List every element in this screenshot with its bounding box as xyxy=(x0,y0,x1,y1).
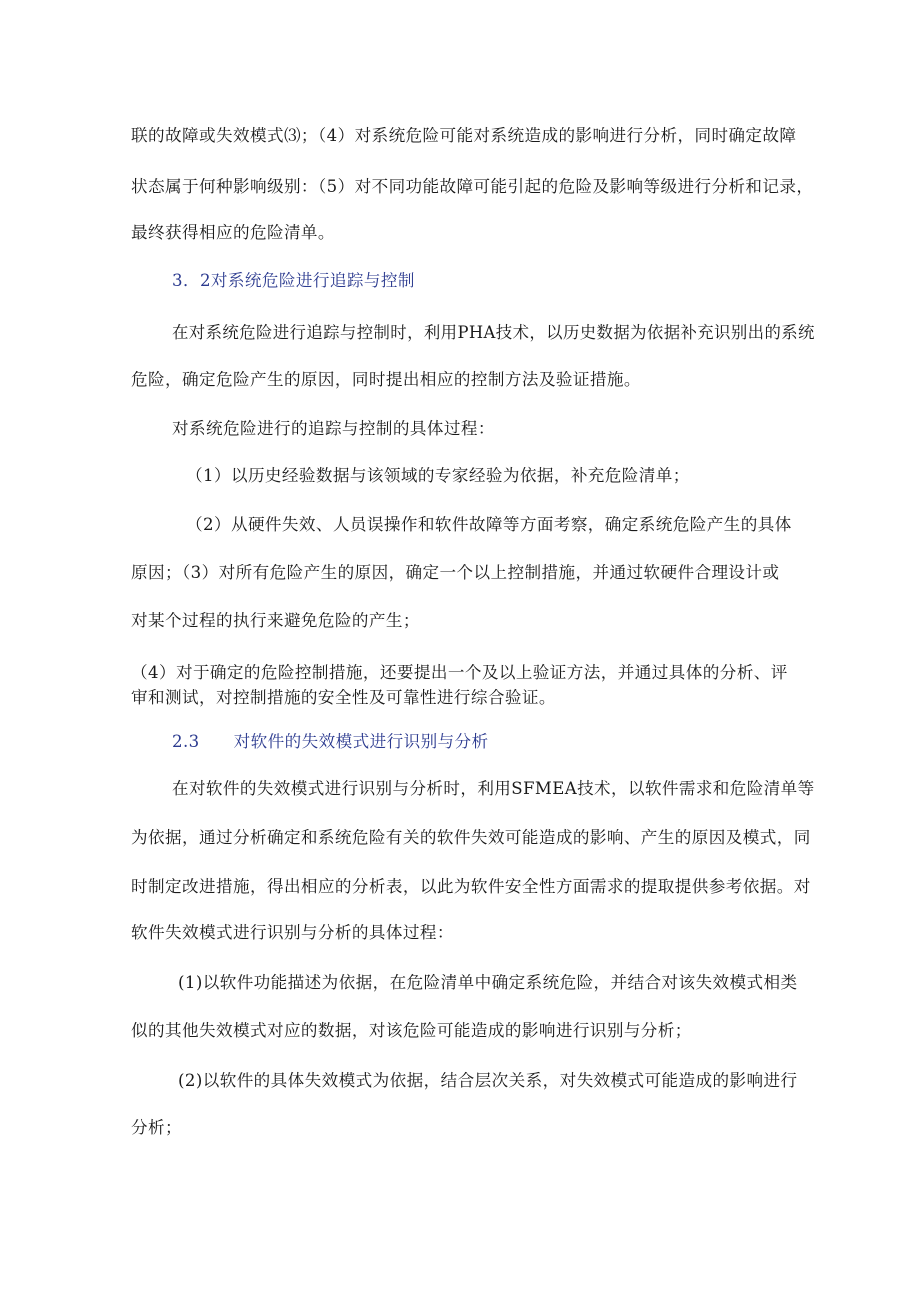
list-item: （4）对于确定的危险控制措施，还要提出一个及以上验证方法，并通过具体的分析、评 xyxy=(131,663,788,682)
paragraph-line: 时制定改进措施，得出相应的分析表，以此为软件安全性方面需求的提取提供参考依据。对 xyxy=(131,877,811,896)
paragraph-line: 审和测试，对控制措施的安全性及可靠性进行综合验证。 xyxy=(131,688,556,707)
list-item: （2）从硬件失效、人员误操作和软件故障等方面考察，确定系统危险产生的具体 xyxy=(186,515,792,534)
section-heading-2-3: 2.3 对软件的失效模式进行识别与分析 xyxy=(172,732,489,751)
paragraph-line: 分析； xyxy=(131,1118,182,1137)
paragraph-line: 对某个过程的执行来避免危险的产生； xyxy=(131,611,420,630)
paragraph-line: 最终获得相应的危险清单。 xyxy=(131,223,335,242)
paragraph-line: 联的故障或失效模式⑶；（4）对系统危险可能对系统造成的影响进行分析，同时确定故障 xyxy=(131,126,797,145)
paragraph-line: 在对软件的失效模式进行识别与分析时，利用SFMEA技术，以软件需求和危险清单等 xyxy=(172,779,815,798)
paragraph-line: 为依据，通过分析确定和系统危险有关的软件失效可能造成的影响、产生的原因及模式，同 xyxy=(131,828,811,847)
section-heading-3-2: 3．2对系统危险进行追踪与控制 xyxy=(172,271,415,290)
paragraph-line: 状态属于何种影响级别：（5）对不同功能故障可能引起的危险及影响等级进行分析和记录， xyxy=(131,177,814,196)
paragraph-line: 原因；（3）对所有危险产生的原因，确定一个以上控制措施，并通过软硬件合理设计或 xyxy=(131,563,780,582)
list-item: (2)以软件的具体失效模式为依据，结合层次关系，对失效模式可能造成的影响进行 xyxy=(178,1071,798,1090)
list-item: (1)以软件功能描述为依据，在危险清单中确定系统危险，并结合对该失效模式相类 xyxy=(178,973,798,992)
paragraph-line: 在对系统危险进行追踪与控制时，利用PHA技术，以历史数据为依据补充识别出的系统 xyxy=(172,323,815,342)
paragraph-line: 似的其他失效模式对应的数据，对该危险可能造成的影响进行识别与分析； xyxy=(131,1021,692,1040)
paragraph-line: 对系统危险进行的追踪与控制的具体过程： xyxy=(172,419,495,438)
paragraph-line: 软件失效模式进行识别与分析的具体过程： xyxy=(131,923,454,942)
list-item: （1）以历史经验数据与该领域的专家经验为依据，补充危险清单； xyxy=(186,466,690,485)
paragraph-line: 危险，确定危险产生的原因，同时提出相应的控制方法及验证措施。 xyxy=(131,370,641,389)
